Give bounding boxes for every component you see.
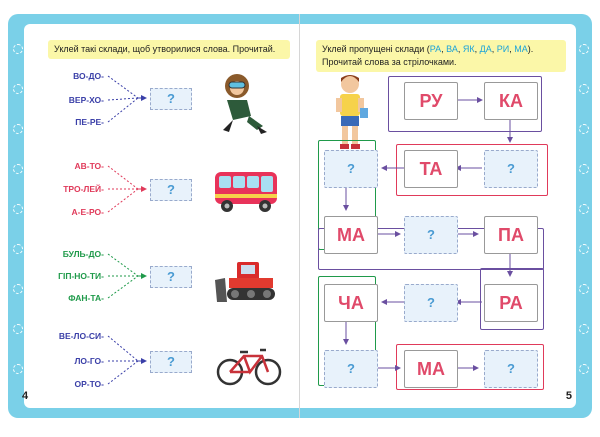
diver-icon — [213, 70, 269, 134]
answer-box[interactable]: ? — [150, 88, 192, 110]
syllable: ВЕ-ЛО-СИ- — [58, 331, 104, 341]
right-instruction: Уклей пропущені склади (РА, ВА, ЯК, ДА, РИ, МА). Прочитай слова за стрілочками. — [316, 40, 566, 72]
syllable: ПЕ-РЕ- — [75, 117, 104, 127]
answer-box[interactable]: ? — [150, 179, 192, 201]
syllable-cell: ТА — [404, 150, 458, 188]
syllable: ГІП-НО-ТИ- — [58, 271, 104, 281]
answer-cell[interactable]: ? — [404, 216, 458, 254]
syllable-cell: МА — [404, 350, 458, 388]
syllable-cell: РА — [484, 284, 538, 322]
answer-box[interactable]: ? — [150, 266, 192, 288]
left-page — [8, 14, 300, 418]
answer-cell[interactable]: ? — [404, 284, 458, 322]
bicycle-icon — [216, 342, 282, 388]
page-number: 5 — [565, 390, 572, 402]
syllable-cell: КА — [484, 82, 538, 120]
answer-cell[interactable]: ? — [484, 150, 538, 188]
syllable: БУЛЬ-ДО- — [62, 249, 104, 259]
right-page — [300, 14, 592, 418]
syllable: ФАН-ТА- — [68, 293, 104, 303]
answer-cell[interactable]: ? — [324, 350, 378, 388]
bulldozer-icon — [213, 256, 281, 306]
syllable: АВ-ТО- — [74, 161, 104, 171]
left-instruction: Уклей такі склади, щоб утворилися слова. Прочитай. — [48, 40, 290, 59]
syllable: ТРО-ЛЕЙ- — [63, 184, 104, 194]
syllable: ОР-ТО- — [74, 379, 104, 389]
syllable: А-Е-РО- — [71, 207, 104, 217]
syllable: ВО-ДО- — [73, 71, 104, 81]
answer-cell[interactable]: ? — [484, 350, 538, 388]
answer-box[interactable]: ? — [150, 351, 192, 373]
syllable: ЛО-ГО- — [74, 356, 104, 366]
syllable-cell: МА — [324, 216, 378, 254]
bus-icon — [211, 168, 283, 214]
syllable-cell: ПА — [484, 216, 538, 254]
syllable-cell: ЧА — [324, 284, 378, 322]
syllable-cell: РУ — [404, 82, 458, 120]
syllable: ВЕР-ХО- — [68, 95, 104, 105]
answer-cell[interactable]: ? — [324, 150, 378, 188]
page-number: 4 — [22, 390, 29, 402]
